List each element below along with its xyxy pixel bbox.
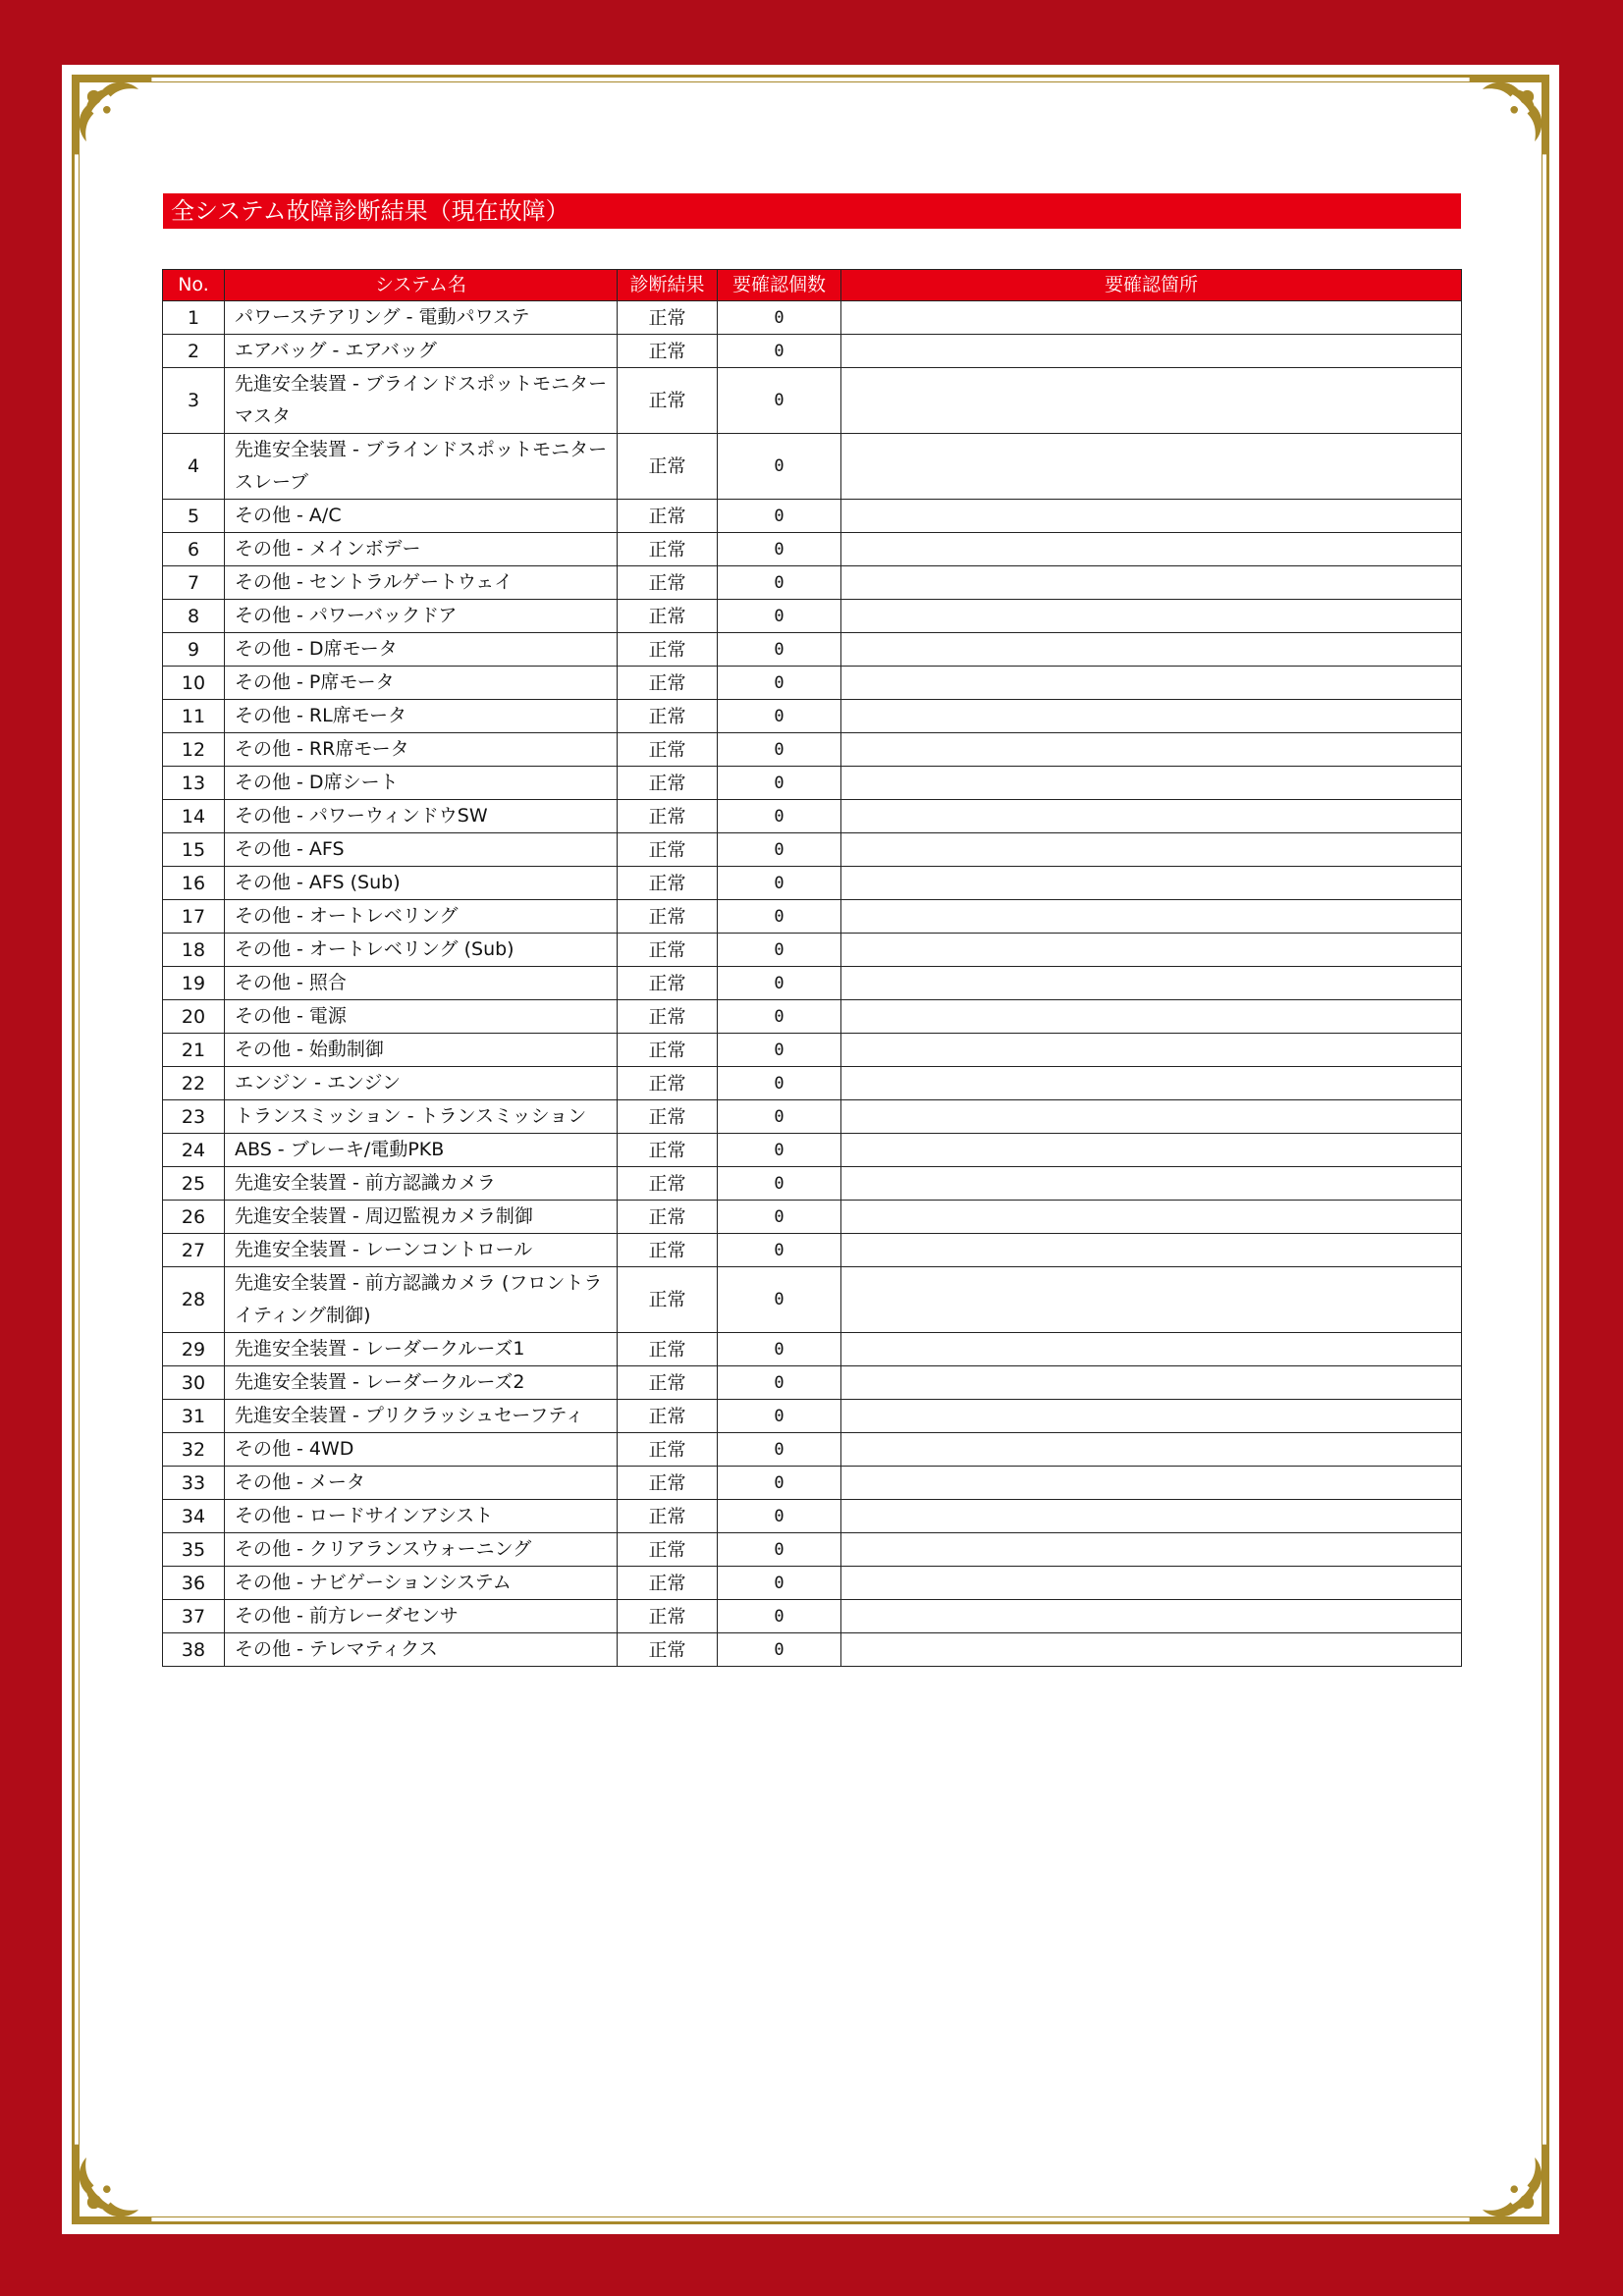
check-location [841, 1034, 1462, 1067]
check-location [841, 1600, 1462, 1633]
check-location [841, 368, 1462, 434]
row-number: 23 [163, 1100, 225, 1134]
diagnosis-table [162, 269, 1462, 1667]
system-name: その他 - AFS [225, 833, 618, 867]
check-location [841, 1333, 1462, 1366]
table-row [163, 767, 1462, 800]
diagnosis-result: 正常 [618, 1600, 718, 1633]
system-name: 先進安全装置 - 前方認識カメラ (フロントライティング制御) [225, 1267, 618, 1333]
check-count: 0 [718, 1267, 841, 1333]
diagnosis-result: 正常 [618, 1400, 718, 1433]
row-number: 34 [163, 1500, 225, 1533]
row-number: 32 [163, 1433, 225, 1467]
system-name: 先進安全装置 - プリクラッシュセーフティ [225, 1400, 618, 1433]
diagnosis-result: 正常 [618, 733, 718, 767]
table-row [163, 1400, 1462, 1433]
system-name: 先進安全装置 - ブラインドスポットモニター スレーブ [225, 434, 618, 500]
check-location [841, 566, 1462, 600]
check-count: 0 [718, 335, 841, 368]
diagnosis-result: 正常 [618, 1567, 718, 1600]
check-location [841, 867, 1462, 900]
row-number: 2 [163, 335, 225, 368]
table-row [163, 733, 1462, 767]
table-header-row [163, 270, 1462, 301]
system-name: その他 - D席モータ [225, 633, 618, 667]
row-number: 20 [163, 1000, 225, 1034]
row-number: 21 [163, 1034, 225, 1067]
check-location [841, 1500, 1462, 1533]
row-number: 9 [163, 633, 225, 667]
row-number: 8 [163, 600, 225, 633]
diagnosis-result: 正常 [618, 700, 718, 733]
check-location [841, 833, 1462, 867]
system-name: その他 - クリアランスウォーニング [225, 1533, 618, 1567]
row-number: 14 [163, 800, 225, 833]
check-count: 0 [718, 767, 841, 800]
system-name: その他 - P席モータ [225, 667, 618, 700]
system-name: その他 - セントラルゲートウェイ [225, 566, 618, 600]
row-number: 29 [163, 1333, 225, 1366]
table-row [163, 700, 1462, 733]
check-location [841, 1234, 1462, 1267]
system-name: エンジン - エンジン [225, 1067, 618, 1100]
table-row [163, 500, 1462, 533]
system-name: その他 - RR席モータ [225, 733, 618, 767]
check-count: 0 [718, 867, 841, 900]
diagnosis-result: 正常 [618, 566, 718, 600]
row-number: 5 [163, 500, 225, 533]
diagnosis-result: 正常 [618, 500, 718, 533]
system-name: ABS - ブレーキ/電動PKB [225, 1134, 618, 1167]
diagnosis-result: 正常 [618, 1201, 718, 1234]
system-name: その他 - 4WD [225, 1433, 618, 1467]
check-count: 0 [718, 1567, 841, 1600]
diagnosis-result: 正常 [618, 335, 718, 368]
diagnosis-result: 正常 [618, 1067, 718, 1100]
system-name: 先進安全装置 - 周辺監視カメラ制御 [225, 1201, 618, 1234]
row-number: 31 [163, 1400, 225, 1433]
check-count: 0 [718, 633, 841, 667]
row-number: 16 [163, 867, 225, 900]
check-location [841, 533, 1462, 566]
check-count: 0 [718, 301, 841, 335]
corner-ornament-icon [1462, 69, 1555, 162]
check-location [841, 1533, 1462, 1567]
check-count: 0 [718, 566, 841, 600]
table-row [163, 1134, 1462, 1167]
diagnosis-result: 正常 [618, 600, 718, 633]
table-row [163, 1533, 1462, 1567]
row-number: 18 [163, 934, 225, 967]
check-location [841, 667, 1462, 700]
table-row [163, 600, 1462, 633]
check-count: 0 [718, 1234, 841, 1267]
diagnosis-result: 正常 [618, 301, 718, 335]
check-location [841, 733, 1462, 767]
diagnosis-result: 正常 [618, 1433, 718, 1467]
check-location [841, 700, 1462, 733]
table-row [163, 1633, 1462, 1667]
system-name: 先進安全装置 - 前方認識カメラ [225, 1167, 618, 1201]
check-location [841, 600, 1462, 633]
check-count: 0 [718, 1633, 841, 1667]
table-row [163, 335, 1462, 368]
table-row [163, 967, 1462, 1000]
check-count: 0 [718, 1201, 841, 1234]
row-number: 1 [163, 301, 225, 335]
check-location [841, 335, 1462, 368]
check-count: 0 [718, 900, 841, 934]
table-row [163, 1600, 1462, 1633]
diagnosis-result: 正常 [618, 1533, 718, 1567]
row-number: 35 [163, 1533, 225, 1567]
diagnosis-result: 正常 [618, 1000, 718, 1034]
corner-ornament-icon [66, 2137, 159, 2230]
row-number: 10 [163, 667, 225, 700]
check-count: 0 [718, 600, 841, 633]
system-name: その他 - 照合 [225, 967, 618, 1000]
check-count: 0 [718, 1000, 841, 1034]
table-row [163, 1201, 1462, 1234]
table-row [163, 1167, 1462, 1201]
corner-ornament-icon [1462, 2137, 1555, 2230]
row-number: 13 [163, 767, 225, 800]
row-number: 26 [163, 1201, 225, 1234]
check-count: 0 [718, 667, 841, 700]
system-name: その他 - オートレベリング [225, 900, 618, 934]
system-name: その他 - A/C [225, 500, 618, 533]
diagnosis-result: 正常 [618, 1167, 718, 1201]
row-number: 7 [163, 566, 225, 600]
row-number: 36 [163, 1567, 225, 1600]
diagnosis-result: 正常 [618, 633, 718, 667]
table-row [163, 1567, 1462, 1600]
row-number: 19 [163, 967, 225, 1000]
system-name: その他 - D席シート [225, 767, 618, 800]
diagnosis-result: 正常 [618, 533, 718, 566]
row-number: 33 [163, 1467, 225, 1500]
system-name: その他 - 前方レーダセンサ [225, 1600, 618, 1633]
header-result: 診断結果 [618, 270, 718, 301]
header-no: No. [163, 270, 225, 301]
table-row [163, 900, 1462, 934]
check-count: 0 [718, 1366, 841, 1400]
table-row [163, 533, 1462, 566]
row-number: 3 [163, 368, 225, 434]
diagnosis-result: 正常 [618, 867, 718, 900]
table-row [163, 1234, 1462, 1267]
table-row [163, 934, 1462, 967]
section-title: 全システム故障診断結果（現在故障） [163, 193, 1461, 229]
table-row [163, 301, 1462, 335]
check-count: 0 [718, 1167, 841, 1201]
system-name: その他 - パワーバックドア [225, 600, 618, 633]
diagnosis-result: 正常 [618, 1134, 718, 1167]
check-location [841, 1400, 1462, 1433]
table-row [163, 667, 1462, 700]
system-name: 先進安全装置 - レーダークルーズ2 [225, 1366, 618, 1400]
diagnosis-result: 正常 [618, 767, 718, 800]
check-location [841, 967, 1462, 1000]
check-count: 0 [718, 434, 841, 500]
check-count: 0 [718, 700, 841, 733]
row-number: 30 [163, 1366, 225, 1400]
table-row [163, 800, 1462, 833]
check-count: 0 [718, 1134, 841, 1167]
row-number: 28 [163, 1267, 225, 1333]
check-location [841, 934, 1462, 967]
row-number: 27 [163, 1234, 225, 1267]
check-count: 0 [718, 1034, 841, 1067]
diagnosis-result: 正常 [618, 1467, 718, 1500]
check-location [841, 1433, 1462, 1467]
check-location [841, 1567, 1462, 1600]
system-name: 先進安全装置 - レーンコントロール [225, 1234, 618, 1267]
diagnosis-result: 正常 [618, 667, 718, 700]
system-name: その他 - 電源 [225, 1000, 618, 1034]
system-name: その他 - メータ [225, 1467, 618, 1500]
check-location [841, 434, 1462, 500]
check-count: 0 [718, 1467, 841, 1500]
system-name: パワーステアリング - 電動パワステ [225, 301, 618, 335]
check-location [841, 1134, 1462, 1167]
check-location [841, 1467, 1462, 1500]
diagnosis-result: 正常 [618, 800, 718, 833]
check-count: 0 [718, 733, 841, 767]
system-name: その他 - 始動制御 [225, 1034, 618, 1067]
table-row [163, 1267, 1462, 1333]
system-name: その他 - テレマティクス [225, 1633, 618, 1667]
diagnosis-result: 正常 [618, 1100, 718, 1134]
system-name: その他 - パワーウィンドウSW [225, 800, 618, 833]
check-count: 0 [718, 800, 841, 833]
check-location [841, 1067, 1462, 1100]
diagnosis-result: 正常 [618, 1333, 718, 1366]
diagnosis-result: 正常 [618, 967, 718, 1000]
table-row [163, 434, 1462, 500]
system-name: トランスミッション - トランスミッション [225, 1100, 618, 1134]
diagnosis-result: 正常 [618, 934, 718, 967]
table-row [163, 1333, 1462, 1366]
system-name: その他 - オートレベリング (Sub) [225, 934, 618, 967]
check-count: 0 [718, 500, 841, 533]
row-number: 17 [163, 900, 225, 934]
table-row [163, 1433, 1462, 1467]
check-count: 0 [718, 1500, 841, 1533]
table-row [163, 833, 1462, 867]
table-row [163, 1034, 1462, 1067]
check-count: 0 [718, 934, 841, 967]
check-count: 0 [718, 1600, 841, 1633]
table-row [163, 1067, 1462, 1100]
row-number: 22 [163, 1067, 225, 1100]
check-location [841, 767, 1462, 800]
row-number: 11 [163, 700, 225, 733]
check-location [841, 800, 1462, 833]
check-location [841, 1100, 1462, 1134]
check-count: 0 [718, 1333, 841, 1366]
row-number: 37 [163, 1600, 225, 1633]
check-location [841, 500, 1462, 533]
system-name: 先進安全装置 - ブラインドスポットモニター マスタ [225, 368, 618, 434]
system-name: エアバッグ - エアバッグ [225, 335, 618, 368]
diagnosis-result: 正常 [618, 1500, 718, 1533]
check-location [841, 633, 1462, 667]
row-number: 6 [163, 533, 225, 566]
table-row [163, 566, 1462, 600]
check-count: 0 [718, 1533, 841, 1567]
diagnosis-result: 正常 [618, 1633, 718, 1667]
report-page [62, 65, 1559, 2234]
check-location [841, 1633, 1462, 1667]
table-row [163, 1100, 1462, 1134]
check-location [841, 900, 1462, 934]
table-row [163, 1366, 1462, 1400]
row-number: 4 [163, 434, 225, 500]
row-number: 15 [163, 833, 225, 867]
table-row [163, 368, 1462, 434]
table-body [163, 301, 1462, 1667]
system-name: 先進安全装置 - レーダークルーズ1 [225, 1333, 618, 1366]
corner-ornament-icon [66, 69, 159, 162]
header-system-name: システム名 [225, 270, 618, 301]
diagnosis-result: 正常 [618, 900, 718, 934]
system-name: その他 - メインボデー [225, 533, 618, 566]
diagnosis-result: 正常 [618, 1034, 718, 1067]
diagnosis-result: 正常 [618, 368, 718, 434]
header-check-count: 要確認個数 [718, 270, 841, 301]
check-location [841, 1201, 1462, 1234]
check-count: 0 [718, 533, 841, 566]
table-row [163, 1500, 1462, 1533]
diagnosis-result: 正常 [618, 1366, 718, 1400]
check-count: 0 [718, 1433, 841, 1467]
system-name: その他 - ロードサインアシスト [225, 1500, 618, 1533]
system-name: その他 - RL席モータ [225, 700, 618, 733]
check-location [841, 301, 1462, 335]
check-count: 0 [718, 967, 841, 1000]
row-number: 38 [163, 1633, 225, 1667]
check-count: 0 [718, 368, 841, 434]
diagnosis-result: 正常 [618, 1234, 718, 1267]
diagnosis-result: 正常 [618, 833, 718, 867]
check-location [841, 1366, 1462, 1400]
table-row [163, 867, 1462, 900]
header-check-location: 要確認箇所 [841, 270, 1462, 301]
table-row [163, 1000, 1462, 1034]
table-row [163, 633, 1462, 667]
diagnosis-result: 正常 [618, 434, 718, 500]
check-count: 0 [718, 1100, 841, 1134]
check-count: 0 [718, 1400, 841, 1433]
system-name: その他 - ナビゲーションシステム [225, 1567, 618, 1600]
diagnosis-result: 正常 [618, 1267, 718, 1333]
row-number: 24 [163, 1134, 225, 1167]
check-location [841, 1267, 1462, 1333]
system-name: その他 - AFS (Sub) [225, 867, 618, 900]
check-location [841, 1000, 1462, 1034]
check-count: 0 [718, 1067, 841, 1100]
row-number: 12 [163, 733, 225, 767]
row-number: 25 [163, 1167, 225, 1201]
check-location [841, 1167, 1462, 1201]
check-count: 0 [718, 833, 841, 867]
table-row [163, 1467, 1462, 1500]
